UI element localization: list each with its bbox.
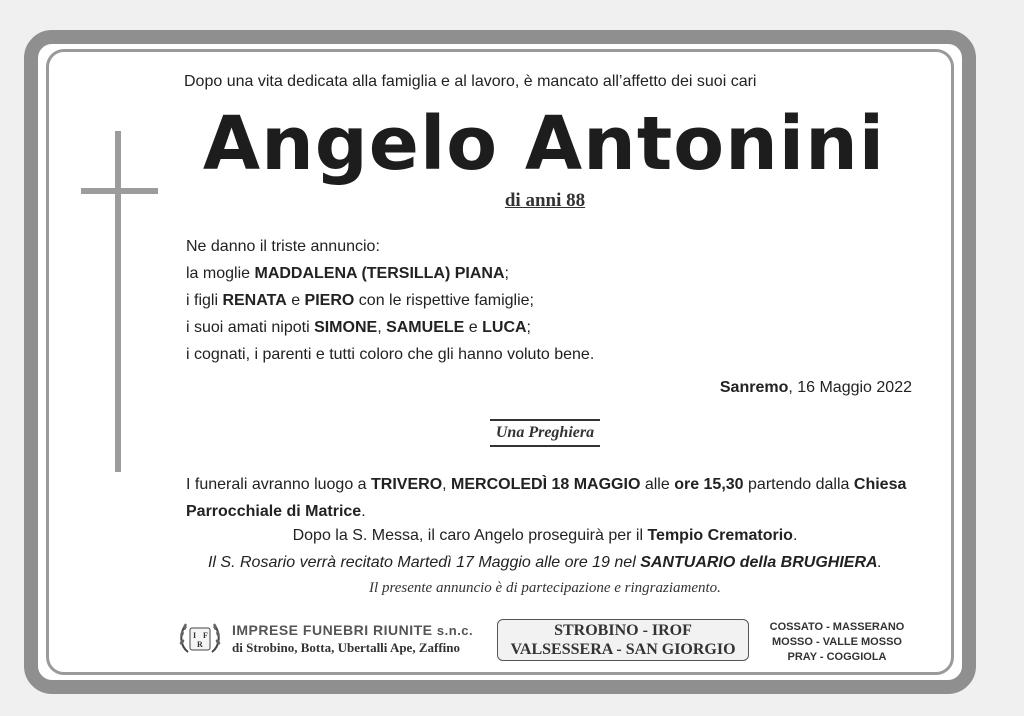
announcers-intro: Ne danno il triste annuncio: (186, 238, 380, 255)
mass-info: Dopo la S. Messa, il caro Angelo proseguirà per il Tempio Crematorio. (292, 527, 798, 544)
logo-letter-r: R (197, 640, 203, 649)
wife-line: la moglie MADDALENA (TERSILLA) PIANA; (186, 265, 509, 282)
logo-letter-f: F (203, 631, 208, 640)
laurel-wreath-icon (176, 618, 224, 656)
agency-line-1: STROBINO - IROF (554, 622, 692, 639)
company-name: IMPRESE FUNEBRI RIUNITE s.n.c. (232, 622, 474, 638)
rosary-info: Il S. Rosario verrà recitato Martedì 17 Maggio alle ore 19 nel SANTUARIO della BRUGHIERA. (207, 554, 883, 571)
deceased-name: Angelo Antonini (202, 101, 886, 187)
thanks-text: Il presente annuncio è di partecipazione e ringraziamento. (369, 580, 721, 596)
prayer-divider-top (490, 419, 600, 421)
grandchildren-line: i suoi amati nipoti SIMONE, SAMUELE e LUCA; (186, 319, 531, 336)
relatives-line: i cognati, i parenti e tutti coloro che gli hanno voluto bene. (186, 346, 595, 363)
announcement-block (186, 233, 594, 368)
intro-text: Dopo una vita dedicata alla famiglia e al lavoro, è mancato all’affetto dei suoi cari (184, 73, 757, 90)
wife-name: MADDALENA (TERSILLA) PIANA (254, 265, 505, 282)
funeral-info: I funerali avranno luogo a TRIVERO, MERCOLEDÌ 18 MAGGIO alle ore 15,30 partendo dalla Chiesa Parrocchiale di Matrice. (186, 476, 907, 520)
locations-list: COSSATO - MASSERANO MOSSO - VALLE MOSSO PRAY - COGGIOLA (769, 621, 905, 663)
prayer-label: Una Preghiera (495, 424, 595, 441)
place: Sanremo (719, 379, 789, 396)
children-line: i figli RENATA e PIERO con le rispettive famiglie; (186, 292, 534, 309)
agency-box (497, 619, 749, 661)
agency-line-2: VALSESSERA - SAN GIORGIO (510, 641, 736, 658)
age-text: di anni 88 (504, 190, 586, 211)
company-subtitle: di Strobino, Botta, Ubertalli Ape, Zaffino (232, 640, 461, 655)
prayer-divider-bottom (490, 445, 600, 447)
logo-letter-i: I (193, 631, 197, 640)
place-date: Sanremo, 16 Maggio 2022 (719, 379, 912, 396)
